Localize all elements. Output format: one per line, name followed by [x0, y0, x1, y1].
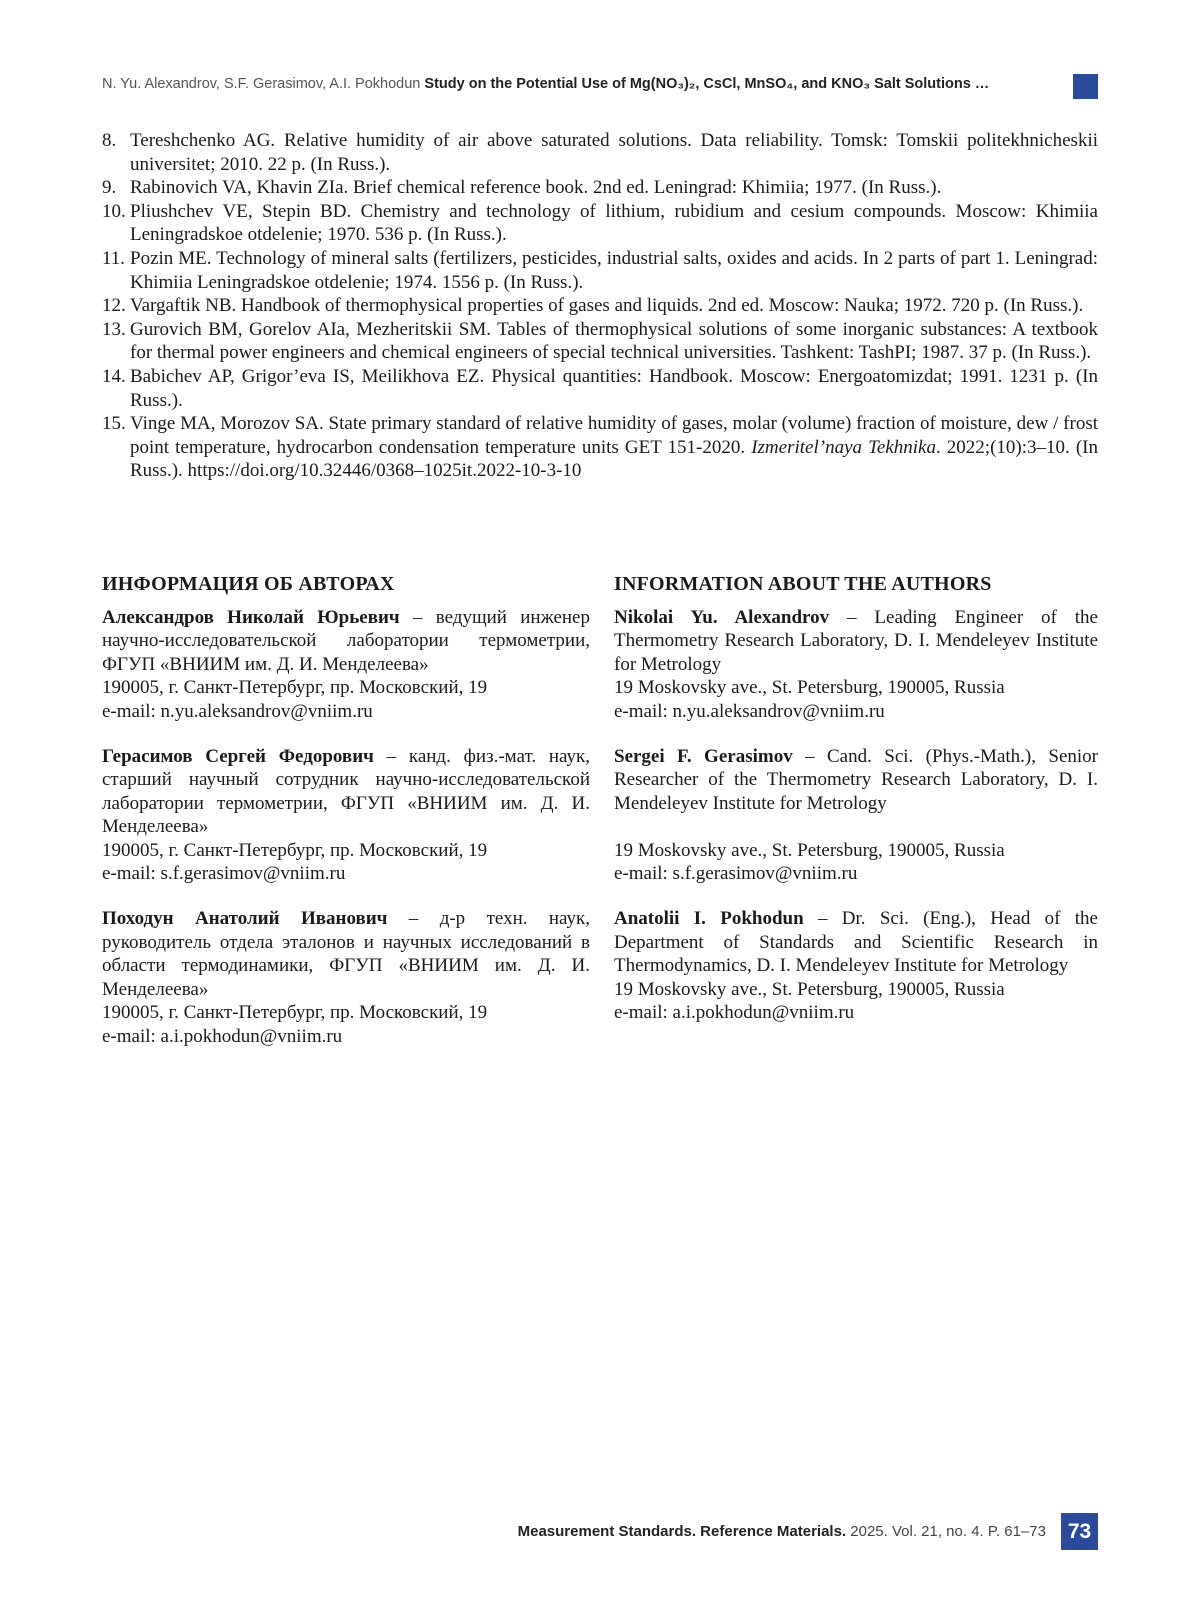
author-address: 19 Moskovsky ave., St. Petersburg, 190005, Russia	[614, 677, 1005, 699]
reference-item	[102, 176, 1098, 200]
author-entry	[102, 745, 590, 885]
author-name: Sergei F. Gerasimov	[614, 746, 793, 768]
reference-text: Tereshchenko AG. Relative humidity of air above saturated solutions. Data reliability. Tomsk: Tomskii politekhnicheskii universitet; 2010. 22 p. (In Russ.).	[130, 130, 1098, 175]
reference-number: 15.	[102, 413, 126, 435]
header-accent-square	[1073, 74, 1098, 99]
reference-item	[102, 412, 1098, 483]
footer-citation	[518, 1523, 1046, 1540]
blank-line	[614, 815, 1098, 838]
author-name: Походун Анатолий Иванович	[102, 908, 388, 930]
footer-journal-title: Measurement Standards. Reference Materials.	[517, 1523, 847, 1540]
section-heading: INFORMATION ABOUT THE AUTHORS	[614, 573, 992, 595]
reference-item	[102, 294, 1098, 318]
reference-text: Rabinovich VA, Khavin ZIa. Brief chemical reference book. 2nd ed. Leningrad: Khimiia; 1977. (In Russ.).	[130, 177, 942, 199]
author-description	[614, 907, 1098, 977]
reference-text: Pozin ME. Technology of mineral salts (fertilizers, pesticides, industrial salts, oxides and acids. In 2 parts of part 1. Leningrad: Khimiia Leningradskoe otdelenie; 1974. 1556 p. (In Russ.).	[130, 247, 1098, 293]
reference-number: 9.	[102, 177, 117, 199]
author-email: e-mail: n.yu.aleksandrov@vniim.ru	[102, 700, 373, 722]
author-description	[102, 745, 590, 839]
section-heading: ИНФОРМАЦИЯ ОБ АВТОРАХ	[102, 573, 395, 595]
author-position: – ведущий инженер научно-исследовательской лаборатории термометрии, ФГУП «ВНИИМ им. Д. И. Менделеева»	[102, 607, 590, 675]
author-description	[614, 606, 1098, 676]
author-email: e-mail: a.i.pokhodun@vniim.ru	[614, 1002, 855, 1024]
author-description	[102, 606, 590, 676]
reference-item	[102, 247, 1098, 294]
author-email: e-mail: s.f.gerasimov@vniim.ru	[614, 863, 858, 885]
author-entry	[614, 907, 1098, 1024]
header-authors: N. Yu. Alexandrov, S.F. Gerasimov, A.I. Pokhodun	[102, 76, 425, 92]
author-address: 19 Moskovsky ave., St. Petersburg, 190005, Russia	[614, 839, 1005, 861]
author-address: 190005, г. Санкт-Петербург, пр. Московский, 19	[102, 839, 488, 861]
page-number: 73	[1061, 1513, 1098, 1550]
reference-number: 8.	[102, 130, 117, 151]
reference-item	[102, 129, 1098, 176]
footer-issue: 2025. Vol. 21, no. 4. P. 61–73	[846, 1523, 1046, 1540]
reference-text: Babichev AP, Grigor’eva IS, Meilikhova EZ. Physical quantities: Handbook. Moscow: Energoatomizdat; 1991. 1231 p. (In Russ.).	[130, 365, 1098, 411]
author-name: Nikolai Yu. Alexandrov	[614, 607, 830, 628]
reference-item	[102, 365, 1098, 412]
header-article-title: Study on the Potential Use of Mg(NO₃)₂, CsCl, MnSO₄, and KNO₃ Salt Solutions …	[424, 76, 990, 92]
author-email: e-mail: n.yu.aleksandrov@vniim.ru	[614, 700, 885, 722]
author-address: 190005, г. Санкт-Петербург, пр. Московский, 19	[102, 677, 488, 699]
reference-text: Vinge MA, Morozov SA. State primary standard of relative humidity of gases, molar (volume) fraction of moisture, dew / frost point temperature, hydrocarbon condensation temperature units GET 151-2020.	[130, 413, 1098, 458]
author-position: – канд. физ.-мат. наук, старший научный сотрудник научно-исследовательской лаборатории термометрии, ФГУП «ВНИИМ им. Д. И. Менделеева»	[102, 746, 590, 838]
author-entry	[614, 745, 1098, 885]
author-name: Anatolii I. Pokhodun	[614, 908, 804, 930]
reference-text: . 2022;(10):3–10. (In Russ.). https://doi.org/10.32446/0368–1025it.2022-10-3-10	[130, 436, 1098, 482]
author-name: Герасимов Сергей Федорович	[102, 746, 374, 768]
authors-info-english	[614, 572, 1098, 1046]
reference-list	[102, 129, 1098, 483]
reference-text: Pliushchev VE, Stepin BD. Chemistry and technology of lithium, rubidium and cesium compounds. Moscow: Khimiia Leningradskoe otdelenie; 1970. 536 p. (In Russ.).	[130, 200, 1098, 246]
reference-item	[102, 200, 1098, 247]
author-entry	[614, 606, 1098, 723]
author-position: – Leading Engineer of the Thermometry Research Laboratory, D. I. Mendeleyev Institute for Metrology	[614, 607, 1098, 675]
reference-number: 12.	[102, 295, 126, 317]
author-position: – Cand. Sci. (Phys.-Math.), Senior Researcher of the Thermometry Research Laboratory, D. I. Mendeleyev Institute for Metrology	[614, 746, 1098, 814]
author-position: – Dr. Sci. (Eng.), Head of the Department of Standards and Scientific Research in Thermodynamics, D. I. Mendeleyev Institute for Metrology	[614, 908, 1098, 977]
author-address: 19 Moskovsky ave., St. Petersburg, 190005, Russia	[614, 978, 1005, 1000]
reference-text: Vargaftik NB. Handbook of thermophysical properties of gases and liquids. 2nd ed. Moscow: Nauka; 1972. 720 p. (In Russ.).	[130, 295, 1084, 317]
running-footer	[470, 1513, 1098, 1553]
reference-journal: Izmeritel’naya Tekhnika	[751, 436, 936, 458]
author-entry	[102, 606, 590, 723]
author-email: e-mail: a.i.pokhodun@vniim.ru	[102, 1025, 343, 1047]
author-description	[614, 745, 1098, 815]
authors-info-russian	[102, 572, 590, 1070]
reference-number: 10.	[102, 200, 126, 222]
author-position: – д-р техн. наук, руководитель отдела эталонов и научных исследований в области термодинамики, ФГУП «ВНИИМ им. Д. И. Менделеева»	[102, 908, 590, 1000]
reference-item	[102, 318, 1098, 365]
reference-number: 11.	[102, 247, 126, 269]
author-email: e-mail: s.f.gerasimov@vniim.ru	[102, 863, 346, 885]
reference-number: 14.	[102, 365, 126, 387]
reference-text: Gurovich BM, Gorelov AIa, Mezheritskii SM. Tables of thermophysical solutions of some inorganic substances: A textbook for thermal power engineers and chemical engineers of special technical universities. Tashkent: TashPI; 1987. 37 p. (In Russ.).	[130, 318, 1098, 364]
reference-number: 13.	[102, 318, 126, 340]
author-address: 190005, г. Санкт-Петербург, пр. Московский, 19	[102, 1002, 488, 1024]
author-name: Александров Николай Юрьевич	[102, 607, 400, 628]
running-header	[102, 76, 1098, 100]
author-description	[102, 907, 590, 1001]
author-entry	[102, 907, 590, 1047]
